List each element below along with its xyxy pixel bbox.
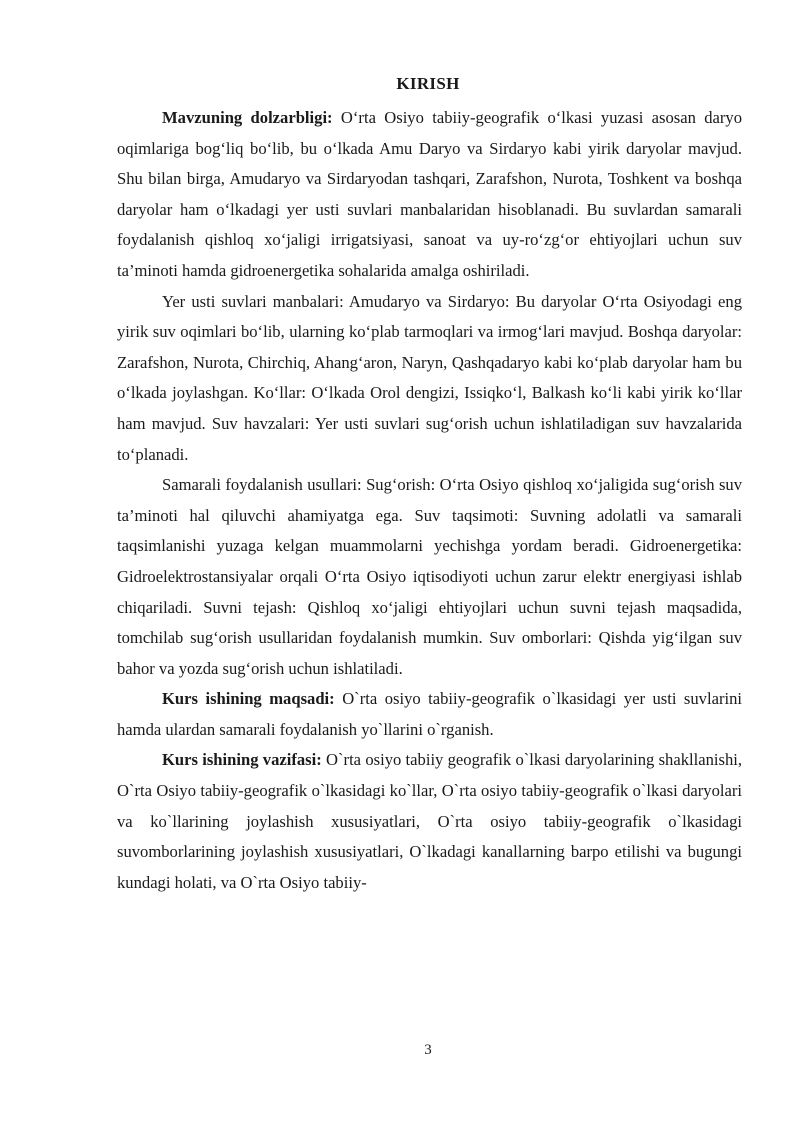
paragraph-text: O`rta osiyo tabiiy geografik o`lkasi daryolarining shakllanishi, O`rta Osiyo tabiiy-geografik o`lkasidagi ko`llar, O`rta osiyo tabiiy-geografik o`lkasi daryolari va ko`llarining joylashish xususiyatlari, O`rta osiyo tabiiy-geografik o`lkasidagi suvomborlarining joylashish xususiyatlari, O`lkadagi kanallarning barpo etilishi va bugungi kundagi holati, va O`rta Osiyo tabiiy-: [117, 750, 742, 892]
paragraph-course-tasks: [117, 745, 742, 898]
paragraph-text: Yer usti suvlari manbalari: Amudaryo va Sirdaryo: Bu daryolar O‘rta Osiyodagi eng yirik suv oqimlari bo‘lib, ularning ko‘plab tarmoqlari va irmog‘lari mavjud. Boshqa daryolar: Zarafshon, Nurota, Chirchiq, Ahang‘aron, Naryn, Qashqadaryo kabi ko‘plab daryolar ham bu o‘lkada joylashgan. Ko‘llar: O‘lkada Orol dengizi, Issiqko‘l, Balkash ko‘li kabi yirik ko‘llar ham mavjud. Suv havzalari: Yer usti suvlari sug‘orish uchun ishlatiladigan suv havzalarida to‘planadi.: [117, 291, 742, 464]
paragraph-lead: Mavzuning dolzarbligi:: [162, 108, 333, 127]
body-text: [117, 103, 742, 898]
paragraph-text: O`rta osiyo tabiiy-geografik o`lkasidagi yer usti suvlarini hamda ulardan samarali foydalanish yo`llarini o`rganish.: [117, 689, 743, 739]
paragraph-lead: Kurs ishining maqsadi:: [162, 689, 335, 709]
page-number: 3: [424, 1042, 432, 1058]
paragraph-surface-water-sources: [117, 287, 742, 471]
paragraph-efficient-use: [117, 470, 742, 684]
paragraph-text: Samarali foydalanish usullari: Sug‘orish: O‘rta Osiyo qishloq xo‘jaligida sug‘orish suv ta’minoti hal qiluvchi ahamiyatga ega. Suv taqsimoti: Suvning adolatli va samarali taqsimlanishi yuzaga kelgan muammolarni yechishga yordam beradi. Gidroenergetika: Gidroelektrostansiyalar orqali O‘rta Osiyo iqtisodiyoti uchun zarur elektr energiyasi ishlab chiqariladi. Suvni tejash: Qishloq xo‘jaligi ehtiyojlari uchun suvni tejash maqsadida, tomchilab sug‘orish usullaridan foydalanish mumkin. Suv omborlari: Qishda yig‘ilgan suv bahor va yozda sug‘orish uchun ishlatiladi.: [117, 475, 742, 678]
paragraph-course-goal: [117, 684, 742, 745]
paragraph-text: O‘rta Osiyo tabiiy-geografik o‘lkasi yuzasi asosan daryo oqimlariga bog‘liq bo‘lib, bu o‘lkada Amu Daryo va Sirdaryo kabi yirik daryolar mavjud. Shu bilan birga, Amudaryo va Sirdaryodan tashqari, Zarafshon, Nurota, Toshkent va boshqa daryolar ham o‘lkadagi yer usti suvlari manbalaridan hisoblanadi. Bu suvlardan samarali foydalanish qishloq xo‘jaligi irrigatsiyasi, sanoat va uy-ro‘zg‘or ehtiyojlari uchun suv ta’minoti hamda gidroenergetika sohalarida amalga oshiriladi.: [117, 108, 742, 280]
paragraph-lead: Kurs ishining vazifasi:: [162, 750, 322, 770]
paragraph-relevance: [117, 103, 742, 287]
page-title: KIRISH: [396, 74, 460, 93]
